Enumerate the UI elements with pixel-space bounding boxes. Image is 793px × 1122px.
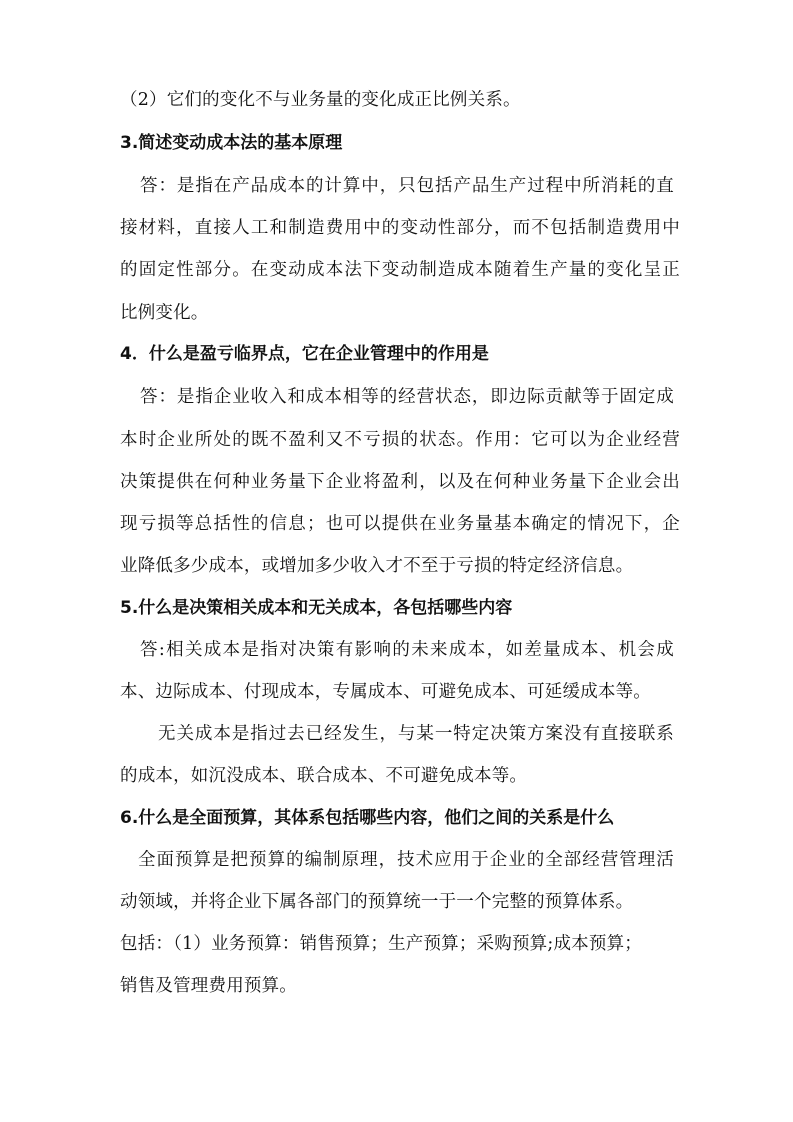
- text-line-6: 比例变化。: [120, 303, 209, 323]
- question-5-heading: 5.什么是决策相关成本和无关成本，各包括哪些内容: [120, 598, 513, 618]
- text-line-14: 答:相关成本是指对决策有影响的未来成本，如差量成本、机会成: [140, 640, 674, 660]
- text-line-3: 答：是指在产品成本的计算中，只包括产品生产过程中所消耗的直: [140, 176, 674, 196]
- text-line-20: 动领域，并将企业下属各部门的预算统一于一个完整的预算体系。: [120, 892, 634, 912]
- text-line-1: （2）它们的变化不与业务量的变化成正比例关系。: [120, 90, 521, 110]
- question-4-heading: 4．什么是盈亏临界点，它在企业管理中的作用是: [120, 344, 489, 364]
- text-line-9: 本时企业所处的既不盈利又不亏损的状态。作用：它可以为企业经营: [120, 430, 680, 450]
- text-line-21: 包括：（1）业务预算：销售预算；生产预算；采购预算;成本预算；: [120, 934, 642, 954]
- question-3-heading: 3.简述变动成本法的基本原理: [120, 133, 343, 153]
- text-line-12: 业降低多少成本，或增加多少收入才不至于亏损的特定经济信息。: [120, 556, 634, 576]
- text-line-8: 答：是指企业收入和成本相等的经营状态，即边际贡献等于固定成: [140, 387, 674, 407]
- question-6-heading: 6.什么是全面预算，其体系包括哪些内容，他们之间的关系是什么: [120, 808, 615, 828]
- text-line-19: 全面预算是把预算的编制原理，技术应用于企业的全部经营管理活: [138, 850, 674, 870]
- text-line-10: 决策提供在何种业务量下企业将盈利，以及在何种业务量下企业会出: [120, 472, 680, 492]
- text-line-4: 接材料，直接人工和制造费用中的变动性部分，而不包括制造费用中: [120, 218, 680, 238]
- text-line-5: 的固定性部分。在变动成本法下变动制造成本随着生产量的变化呈正: [120, 260, 680, 280]
- text-line-17: 的成本，如沉没成本、联合成本、不可避免成本等。: [120, 766, 528, 786]
- text-line-16: 无关成本是指过去已经发生，与某一特定决策方案没有直接联系: [158, 724, 674, 744]
- text-line-22: 销售及管理费用预算。: [120, 976, 297, 996]
- text-line-11: 现亏损等总括性的信息；也可以提供在业务量基本确定的情况下，企: [120, 514, 680, 534]
- text-line-15: 本、边际成本、付现成本，专属成本、可避免成本、可延缓成本等。: [120, 682, 651, 702]
